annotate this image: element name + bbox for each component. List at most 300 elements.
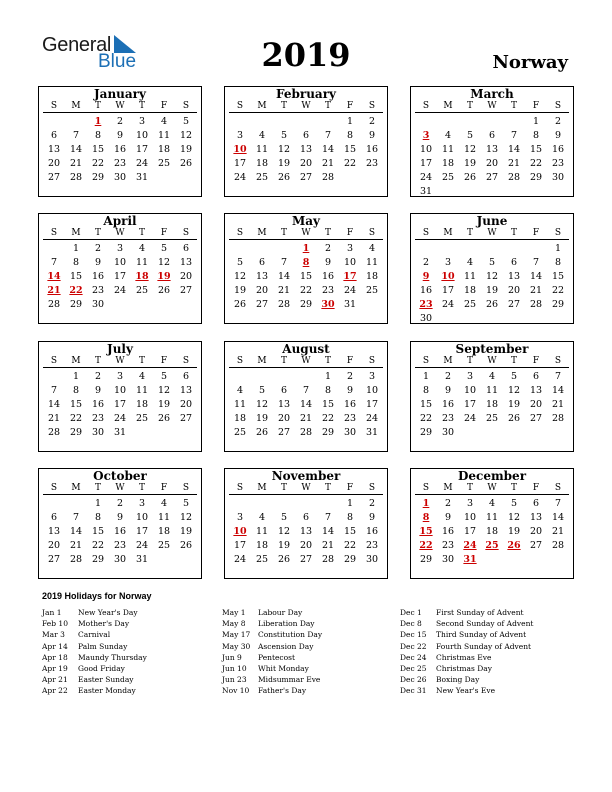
holiday-name: New Year's Day	[78, 608, 138, 617]
day-cell: 5	[160, 371, 168, 382]
holiday-row	[400, 618, 533, 629]
day-cell: 3	[116, 243, 124, 254]
day-cell: 8	[324, 385, 332, 396]
holiday-column	[400, 607, 533, 697]
day-cell: 3	[466, 371, 474, 382]
month-name: September	[455, 342, 529, 356]
empty-day-cell	[251, 115, 273, 129]
holiday-row	[42, 641, 147, 652]
holiday-name: Fourth Sunday of Advent	[436, 641, 532, 651]
month-february	[224, 86, 388, 197]
day-grid	[43, 242, 197, 312]
day-cell: 5	[488, 257, 496, 268]
day-grid	[415, 115, 569, 199]
empty-day-cell	[65, 115, 87, 129]
weekday-label: S	[422, 101, 430, 111]
day-cell: 25	[135, 285, 149, 296]
holiday-name: Labour Day	[258, 608, 303, 617]
holiday-name: Second Sunday of Advent	[436, 619, 534, 629]
weekday-label: S	[50, 228, 58, 238]
holiday-name: Palm Sunday	[78, 641, 128, 651]
day-cell: 15	[551, 271, 565, 282]
day-cell: 21	[299, 413, 313, 424]
holiday-name: Christmas Eve	[436, 652, 492, 662]
holiday-date: Jun 9	[222, 652, 242, 662]
day-cell: 8	[72, 385, 80, 396]
day-cell: 10	[113, 257, 127, 268]
day-cell: 30	[343, 427, 357, 438]
weekday-label: S	[182, 356, 190, 366]
day-cell: 11	[157, 130, 171, 141]
day-cell: 11	[135, 385, 149, 396]
holiday-day-cell: 24	[463, 540, 477, 551]
day-cell: 12	[485, 271, 499, 282]
day-cell: 26	[157, 285, 171, 296]
day-cell: 7	[50, 385, 58, 396]
day-cell: 21	[551, 399, 565, 410]
holiday-date: Apr 22	[42, 686, 68, 696]
day-cell: 10	[135, 130, 149, 141]
weekday-label: T	[466, 356, 473, 366]
day-cell: 13	[529, 512, 543, 523]
day-cell: 28	[321, 554, 335, 565]
weekday-label: M	[443, 228, 453, 238]
empty-day-cell	[43, 370, 65, 384]
holiday-name: Carnival	[78, 630, 111, 640]
day-cell: 8	[422, 385, 430, 396]
day-cell: 20	[277, 413, 291, 424]
day-cell: 16	[365, 526, 379, 537]
day-cell: 14	[277, 271, 291, 282]
weekday-label: W	[301, 101, 311, 111]
holiday-day-cell: 15	[419, 526, 433, 537]
day-cell: 4	[466, 257, 474, 268]
holiday-day-cell: 1	[94, 116, 102, 127]
empty-day-cell	[437, 242, 459, 256]
holiday-date: Dec 22	[400, 641, 427, 651]
weekday-label: T	[324, 228, 331, 238]
day-cell: 22	[419, 413, 433, 424]
weekday-label: M	[71, 483, 81, 493]
day-cell: 17	[233, 540, 247, 551]
holiday-day-cell: 30	[321, 299, 335, 310]
month-december	[410, 468, 574, 579]
day-cell: 15	[419, 399, 433, 410]
weekday-label: S	[554, 356, 562, 366]
weekday-label: T	[324, 356, 331, 366]
day-cell: 27	[179, 413, 193, 424]
holiday-row	[42, 652, 147, 663]
day-cell: 31	[113, 427, 127, 438]
day-cell: 12	[255, 399, 269, 410]
month-october	[38, 468, 202, 579]
day-cell: 24	[441, 299, 455, 310]
day-cell: 3	[236, 130, 244, 141]
day-cell: 7	[324, 130, 332, 141]
day-cell: 9	[324, 257, 332, 268]
day-cell: 4	[160, 116, 168, 127]
day-cell: 29	[91, 172, 105, 183]
day-cell: 24	[233, 172, 247, 183]
day-cell: 27	[47, 554, 61, 565]
day-cell: 5	[258, 385, 266, 396]
month-january	[38, 86, 202, 197]
day-cell: 26	[179, 540, 193, 551]
day-cell: 3	[116, 371, 124, 382]
day-cell: 16	[419, 285, 433, 296]
weekday-label: W	[301, 356, 311, 366]
weekday-label: F	[532, 483, 540, 493]
day-cell: 1	[324, 371, 332, 382]
day-cell: 4	[488, 371, 496, 382]
day-cell: 20	[255, 285, 269, 296]
day-cell: 3	[236, 512, 244, 523]
weekday-label: S	[554, 483, 562, 493]
day-cell: 24	[233, 554, 247, 565]
holiday-name: Third Sunday of Advent	[436, 630, 527, 640]
weekday-label: W	[487, 483, 497, 493]
weekday-label: S	[368, 483, 376, 493]
day-cell: 15	[91, 526, 105, 537]
day-cell: 30	[113, 554, 127, 565]
holiday-name: Good Friday	[78, 663, 125, 673]
day-cell: 29	[419, 427, 433, 438]
day-cell: 19	[277, 540, 291, 551]
day-cell: 13	[299, 526, 313, 537]
holiday-date: May 30	[222, 641, 251, 651]
day-cell: 19	[507, 399, 521, 410]
day-cell: 30	[441, 427, 455, 438]
day-cell: 19	[179, 526, 193, 537]
holiday-row	[222, 607, 322, 618]
month-name: November	[271, 469, 341, 483]
day-cell: 8	[346, 512, 354, 523]
day-cell: 3	[138, 116, 146, 127]
day-cell: 17	[441, 285, 455, 296]
day-cell: 22	[91, 158, 105, 169]
day-cell: 27	[529, 540, 543, 551]
day-cell: 1	[72, 371, 80, 382]
day-cell: 25	[135, 413, 149, 424]
holiday-row	[400, 607, 533, 618]
day-cell: 18	[233, 413, 247, 424]
day-cell: 9	[94, 385, 102, 396]
weekday-label: W	[301, 228, 311, 238]
day-cell: 2	[116, 498, 124, 509]
holiday-row	[400, 674, 533, 685]
day-cell: 22	[529, 158, 543, 169]
weekday-label: M	[257, 101, 267, 111]
holiday-row	[42, 607, 147, 618]
month-may	[224, 213, 388, 324]
day-cell: 17	[233, 158, 247, 169]
day-cell: 26	[507, 413, 521, 424]
holiday-day-cell: 25	[485, 540, 499, 551]
day-cell: 12	[277, 526, 291, 537]
empty-day-cell	[251, 242, 273, 256]
day-cell: 19	[277, 158, 291, 169]
day-cell: 19	[179, 144, 193, 155]
weekday-label: T	[94, 101, 101, 111]
holiday-date: Mar 3	[42, 630, 65, 640]
holiday-row	[400, 641, 533, 652]
holiday-day-cell: 10	[441, 271, 455, 282]
day-cell: 9	[444, 385, 452, 396]
day-cell: 1	[94, 498, 102, 509]
day-cell: 7	[554, 498, 562, 509]
month-name: April	[103, 214, 137, 228]
empty-day-cell	[459, 115, 481, 129]
day-cell: 11	[233, 399, 247, 410]
weekday-label: F	[532, 356, 540, 366]
weekday-label: T	[280, 101, 287, 111]
weekday-header	[229, 101, 383, 113]
month-name: May	[291, 214, 321, 228]
day-cell: 24	[135, 540, 149, 551]
day-cell: 2	[324, 243, 332, 254]
weekday-label: T	[280, 483, 287, 493]
day-cell: 16	[91, 399, 105, 410]
empty-day-cell	[229, 370, 251, 384]
day-cell: 9	[94, 257, 102, 268]
weekday-label: T	[510, 228, 517, 238]
day-cell: 23	[551, 158, 565, 169]
day-cell: 7	[72, 512, 80, 523]
holiday-day-cell: 9	[422, 271, 430, 282]
empty-day-cell	[251, 370, 273, 384]
holiday-date: Nov 10	[222, 686, 250, 696]
day-cell: 3	[138, 498, 146, 509]
day-cell: 9	[116, 130, 124, 141]
day-cell: 20	[299, 540, 313, 551]
day-cell: 2	[94, 371, 102, 382]
day-cell: 15	[343, 144, 357, 155]
holiday-date: Jun 10	[222, 663, 247, 673]
day-cell: 4	[236, 385, 244, 396]
day-cell: 4	[138, 243, 146, 254]
day-cell: 24	[135, 158, 149, 169]
day-cell: 14	[551, 512, 565, 523]
day-cell: 9	[368, 512, 376, 523]
day-cell: 26	[179, 158, 193, 169]
holiday-date: Dec 31	[400, 686, 427, 696]
weekday-header	[415, 101, 569, 113]
day-cell: 12	[179, 130, 193, 141]
month-name: October	[93, 469, 147, 483]
day-cell: 27	[507, 299, 521, 310]
day-cell: 27	[485, 172, 499, 183]
empty-day-cell	[459, 242, 481, 256]
holiday-row	[42, 674, 147, 685]
holiday-date: Jun 23	[222, 675, 247, 685]
day-cell: 2	[368, 498, 376, 509]
weekday-label: W	[487, 101, 497, 111]
holiday-date: Feb 10	[42, 619, 68, 629]
day-cell: 4	[138, 371, 146, 382]
day-cell: 13	[299, 144, 313, 155]
weekday-label: S	[236, 356, 244, 366]
day-cell: 24	[343, 285, 357, 296]
weekday-label: T	[510, 101, 517, 111]
day-cell: 16	[441, 399, 455, 410]
holiday-row	[42, 618, 147, 629]
day-cell: 5	[466, 130, 474, 141]
holiday-row	[42, 629, 147, 640]
day-cell: 2	[368, 116, 376, 127]
day-cell: 13	[507, 271, 521, 282]
holiday-name: Whit Monday	[258, 663, 309, 673]
weekday-label: F	[160, 228, 168, 238]
day-cell: 5	[280, 130, 288, 141]
weekday-label: F	[346, 228, 354, 238]
day-cell: 12	[157, 257, 171, 268]
day-cell: 10	[113, 385, 127, 396]
day-cell: 27	[529, 413, 543, 424]
day-cell: 27	[47, 172, 61, 183]
weekday-label: T	[94, 228, 101, 238]
day-cell: 28	[47, 427, 61, 438]
weekday-label: S	[422, 356, 430, 366]
day-cell: 29	[419, 554, 433, 565]
month-september	[410, 341, 574, 452]
holiday-day-cell: 31	[463, 554, 477, 565]
day-cell: 12	[233, 271, 247, 282]
holiday-row	[222, 674, 322, 685]
day-cell: 20	[47, 540, 61, 551]
weekday-label: T	[138, 483, 145, 493]
day-cell: 11	[135, 257, 149, 268]
day-cell: 10	[365, 385, 379, 396]
weekday-label: S	[236, 101, 244, 111]
weekday-label: F	[346, 356, 354, 366]
day-cell: 20	[485, 158, 499, 169]
day-cell: 16	[441, 526, 455, 537]
empty-day-cell	[437, 115, 459, 129]
day-cell: 27	[277, 427, 291, 438]
day-cell: 1	[422, 371, 430, 382]
day-cell: 25	[233, 427, 247, 438]
holiday-date: Dec 25	[400, 663, 427, 673]
weekday-label: S	[236, 483, 244, 493]
holiday-name: Christmas Day	[436, 663, 492, 673]
day-cell: 20	[529, 399, 543, 410]
holiday-name: Father's Day	[258, 686, 307, 696]
empty-day-cell	[415, 115, 437, 129]
day-cell: 20	[507, 285, 521, 296]
holiday-date: Apr 18	[42, 652, 68, 662]
weekday-label: M	[443, 101, 453, 111]
holiday-date: Jan 1	[42, 608, 62, 617]
day-cell: 16	[365, 144, 379, 155]
empty-day-cell	[229, 497, 251, 511]
day-cell: 13	[485, 144, 499, 155]
day-cell: 2	[422, 257, 430, 268]
month-name: July	[107, 342, 133, 356]
weekday-label: F	[160, 483, 168, 493]
day-cell: 26	[255, 427, 269, 438]
day-cell: 13	[47, 144, 61, 155]
day-cell: 27	[299, 554, 313, 565]
day-grid	[43, 115, 197, 185]
weekday-label: S	[554, 228, 562, 238]
holiday-name: Boxing Day	[436, 675, 480, 685]
day-cell: 9	[346, 385, 354, 396]
day-cell: 2	[554, 116, 562, 127]
day-cell: 11	[365, 257, 379, 268]
weekday-label: S	[368, 356, 376, 366]
day-cell: 9	[368, 130, 376, 141]
weekday-label: W	[115, 101, 125, 111]
weekday-label: M	[443, 356, 453, 366]
day-grid	[415, 242, 569, 326]
day-cell: 18	[441, 158, 455, 169]
day-cell: 18	[157, 526, 171, 537]
holiday-row	[222, 685, 322, 696]
weekday-label: T	[138, 356, 145, 366]
holiday-name: Liberation Day	[258, 619, 315, 629]
weekday-header	[43, 101, 197, 113]
weekday-header	[43, 483, 197, 495]
day-cell: 25	[255, 172, 269, 183]
day-cell: 14	[321, 526, 335, 537]
day-cell: 18	[135, 399, 149, 410]
holiday-day-cell: 8	[302, 257, 310, 268]
holiday-column	[222, 607, 322, 697]
day-cell: 30	[365, 554, 379, 565]
day-cell: 6	[510, 257, 518, 268]
weekday-header	[415, 228, 569, 240]
day-cell: 20	[529, 526, 543, 537]
day-cell: 15	[529, 144, 543, 155]
holiday-day-cell: 17	[343, 271, 357, 282]
day-cell: 26	[485, 299, 499, 310]
country-name: Norway	[492, 52, 568, 73]
day-cell: 3	[444, 257, 452, 268]
day-cell: 26	[277, 554, 291, 565]
day-cell: 11	[441, 144, 455, 155]
day-cell: 6	[532, 498, 540, 509]
holiday-row	[222, 629, 322, 640]
day-cell: 18	[463, 285, 477, 296]
weekday-label: W	[115, 483, 125, 493]
empty-day-cell	[273, 370, 295, 384]
day-cell: 28	[529, 299, 543, 310]
day-cell: 8	[94, 130, 102, 141]
day-cell: 20	[47, 158, 61, 169]
day-cell: 25	[485, 413, 499, 424]
weekday-label: T	[138, 228, 145, 238]
weekday-label: F	[346, 101, 354, 111]
day-cell: 5	[510, 371, 518, 382]
day-cell: 14	[69, 526, 83, 537]
day-cell: 28	[277, 299, 291, 310]
day-cell: 13	[179, 257, 193, 268]
day-grid	[43, 497, 197, 567]
day-cell: 8	[94, 512, 102, 523]
holiday-row	[42, 685, 147, 696]
day-cell: 25	[157, 540, 171, 551]
day-cell: 24	[419, 172, 433, 183]
day-cell: 29	[343, 554, 357, 565]
day-cell: 30	[113, 172, 127, 183]
month-july	[38, 341, 202, 452]
day-cell: 10	[419, 144, 433, 155]
weekday-label: W	[115, 356, 125, 366]
day-cell: 7	[510, 130, 518, 141]
weekday-label: S	[554, 101, 562, 111]
day-cell: 28	[299, 427, 313, 438]
month-name: March	[470, 87, 514, 101]
